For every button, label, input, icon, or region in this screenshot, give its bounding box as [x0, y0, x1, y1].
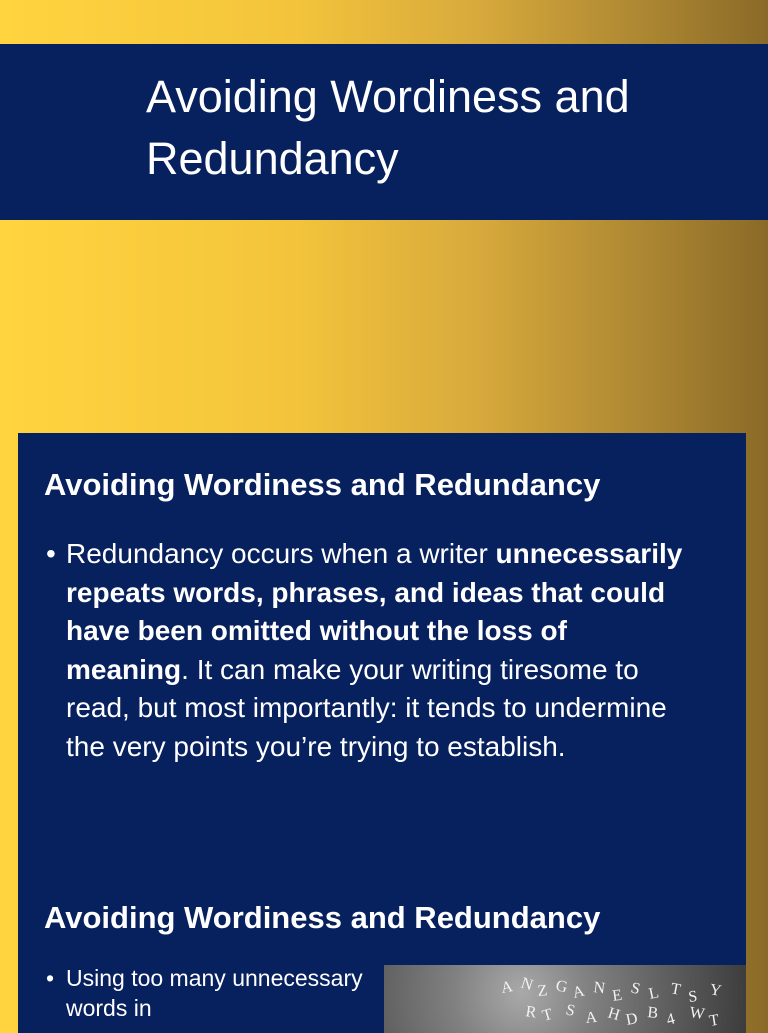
bullet-text-prefix: Redundancy occurs when a writer [66, 538, 496, 569]
bullet-item-1 [46, 535, 686, 767]
page-title: Avoiding Wordiness and Redundancy [146, 71, 630, 184]
letter-glyph: D [624, 1010, 640, 1029]
letters-graphic [384, 965, 746, 1033]
bullet-marker: • [46, 965, 55, 991]
slide-card [18, 433, 746, 1033]
bullet-text-suffix: . It can make your writing tiresome to read, but most importantly: it tends to undermine the very points you’re trying to establish. [66, 653, 667, 762]
letter-glyph: N [592, 979, 607, 998]
section-heading-1: Avoiding Wordiness and Redundancy [44, 467, 601, 502]
bullet-list-2 [46, 963, 371, 1023]
letter-glyph: A [570, 982, 587, 1002]
letter-glyph: B [646, 1004, 659, 1023]
letter-glyph: S [564, 1001, 577, 1021]
letter-glyph: A [584, 1008, 598, 1027]
letter-glyph: Y [708, 981, 723, 1000]
letter-glyph: L [647, 984, 661, 1003]
bullet-text: Using too many unnecessary words in [66, 965, 363, 1021]
bullet-list-1 [46, 535, 686, 767]
letter-glyph: A [499, 978, 515, 997]
letter-glyph: T [669, 980, 683, 999]
section-heading-2: Avoiding Wordiness and Redundancy [44, 900, 601, 935]
letter-glyph: S [628, 979, 642, 999]
bullet-marker: • [46, 538, 56, 569]
letter-glyph: R [524, 1003, 538, 1022]
letter-glyph: G [554, 977, 570, 997]
letter-glyph: T [707, 1011, 721, 1030]
letter-glyph: N [518, 974, 536, 995]
letter-glyph: W [688, 1004, 706, 1024]
letter-glyph: Z [536, 982, 549, 1000]
letter-glyph: T [540, 1005, 555, 1025]
letter-glyph: E [611, 986, 624, 1005]
letter-glyph: 4 [664, 1010, 677, 1029]
scattered-letters-image [384, 965, 746, 1033]
bullet-text-emphasis: unnecessarily repeats words, phrases, and ideas that could have been omitted without the loss of meaning [66, 538, 683, 685]
letter-glyph: H [605, 1004, 622, 1025]
letter-glyph: S [687, 988, 699, 1006]
bullet-item-2 [46, 963, 371, 1023]
